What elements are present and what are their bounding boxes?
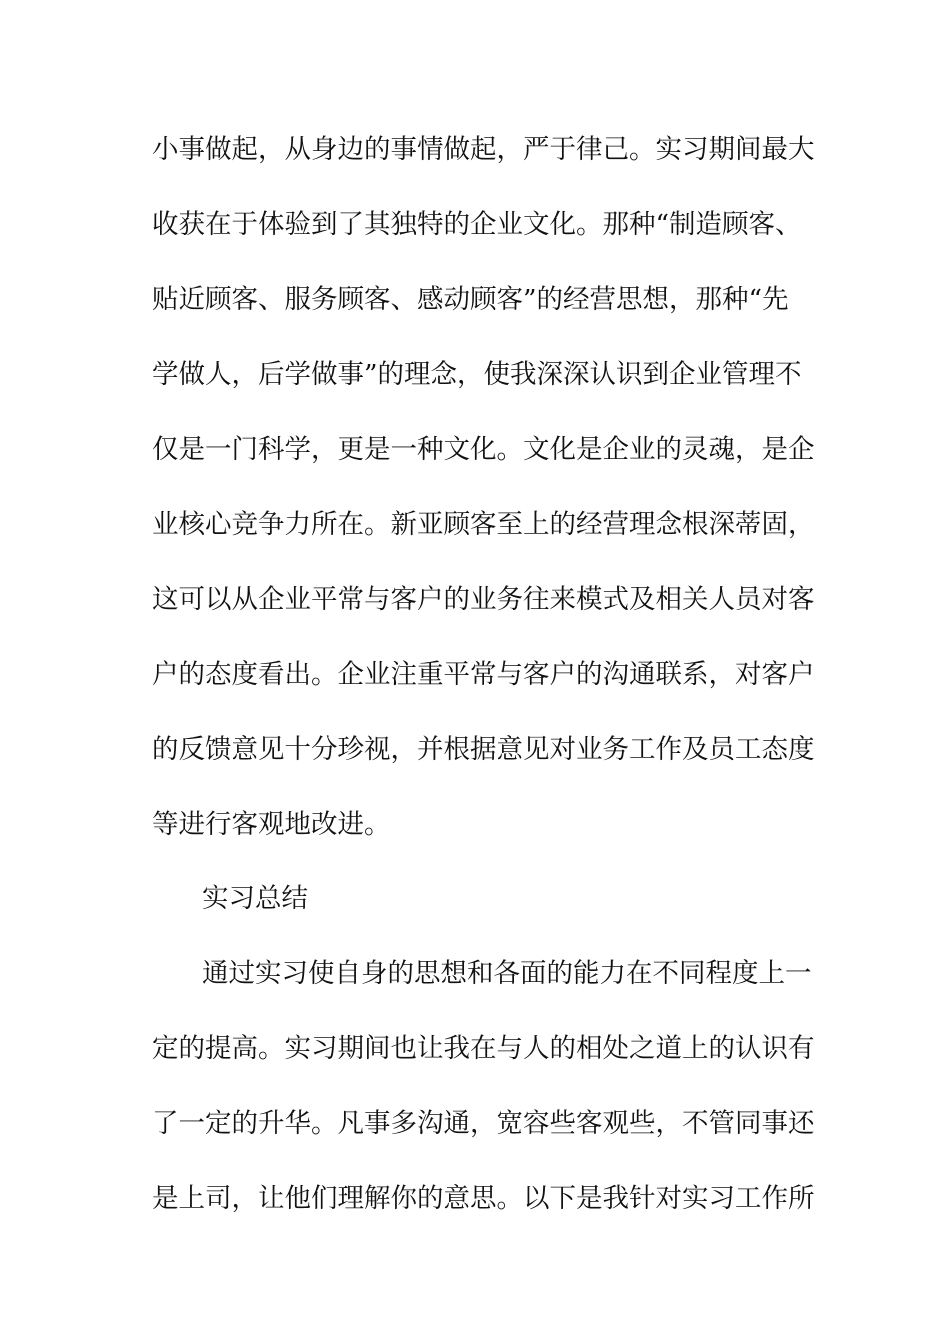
summary-text-line: 了一定的升华。凡事多沟通，宽容些客观些，不管同事还 [152,1108,815,1139]
summary-text-line: 是上司，让他们理解你的意思。以下是我针对实习工作所 [152,1183,815,1214]
body-text-line: 收获在于体验到了其独特的企业文化。那种“制造顾客、 [152,209,802,240]
body-text-line: 仅是一门科学，更是一种文化。文化是企业的灵魂，是企 [152,434,815,465]
body-text-line: 贴近顾客、服务顾客、感动顾客”的经营思想，那种“先 [152,284,789,315]
summary-text-line: 定的提高。实习期间也让我在与人的相处之道上的认识有 [152,1033,815,1064]
body-text-line: 业核心竞争力所在。新亚顾客至上的经营理念根深蒂固， [152,509,815,540]
summary-text-line: 通过实习使自身的思想和各面的能力在不同程度上一 [202,958,812,989]
body-text-line: 户的态度看出。企业注重平常与客户的沟通联系，对客户 [152,659,815,690]
body-text-line: 这可以从企业平常与客户的业务往来模式及相关人员对客 [152,584,815,615]
body-text-line: 学做人，后学做事”的理念，使我深深认识到企业管理不 [152,359,802,390]
body-text-line: 的反馈意见十分珍视，并根据意见对业务工作及员工态度 [152,734,815,765]
body-text-line: 小事做起，从身边的事情做起，严于律己。实习期间最大 [152,134,815,165]
section-heading: 实习总结 [202,883,308,914]
body-text-line: 等进行客观地改进。 [152,809,391,840]
